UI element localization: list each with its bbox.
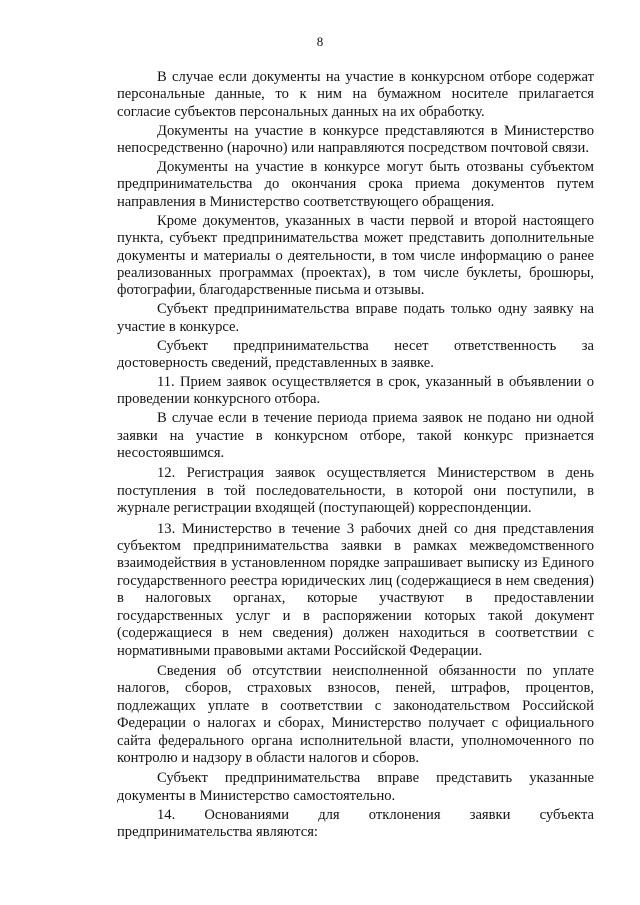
paragraph-contest-failed: В случае если в течение периода приема заявок не подано ни одной заявки на участие в конкурсном отборе, такой конкурс признается несостоявшимся. <box>117 410 594 462</box>
paragraph-responsibility: Субъект предпринимательства несет ответственность за достоверность сведений, представленных в заявке. <box>117 337 594 371</box>
paragraph-additional-documents: Кроме документов, указанных в части первой и второй настоящего пункта, субъект предпринимательства может представить дополнительные документы и материалы о деятельности, в том числе информацию о ранее реализованных программах (проектах), в том числе буклеты, брошюры, фотографии, благодарственные письма и отзывы. <box>117 212 594 299</box>
paragraph-tax-information: Сведения об отсутствии неисполненной обязанности по уплате налогов, сборов, страховых взносов, пеней, штрафов, процентов, подлежащих уплате в соответствии с законодательством Российской Федерации о налогах и сборах, Министерство получает с официального сайта федерального органа исполнительной власти, уполномоченного по контролю и надзору в области налогов и сборов. <box>117 662 594 766</box>
paragraph-clause-12: 12. Регистрация заявок осуществляется Министерством в день поступления в той последовательности, в которой они поступили, в журнале регистрации входящей (поступающей) корреспонденции. <box>117 465 594 517</box>
paragraph-clause-14: 14. Основаниями для отклонения заявки субъекта предпринимательства являются: <box>117 806 594 841</box>
paragraph-clause-11: 11. Прием заявок осуществляется в срок, указанный в объявлении о проведении конкурсного отбора. <box>117 373 594 408</box>
paragraph-self-submission: Субъект предпринимательства вправе представить указанные документы в Министерство самостоятельно. <box>117 770 594 804</box>
paragraph-clause-13: 13. Министерство в течение 3 рабочих дней со дня представления субъектом предпринимательства заявки в рамках межведомственного взаимодействия в установленном порядке запрашивает выписку из Единого государственного реестра юридических лиц (содержащиеся в нем сведения) в налоговых органах, которые участвуют в предоставлении государственных услуг и в распоряжении которых такой документ (содержащиеся в нем сведения) должен находиться в соответствии с нормативными правовыми актами Российской Федерации. <box>117 520 594 659</box>
page-number: 8 <box>316 34 324 49</box>
paragraph-single-application: Субъект предпринимательства вправе подать только одну заявку на участие в конкурсе. <box>117 301 594 335</box>
document-body <box>117 69 594 841</box>
paragraph-submission-method: Документы на участие в конкурсе представляются в Министерство непосредственно (нарочно) или направляются посредством почтовой связи. <box>117 122 594 157</box>
paragraph-personal-data-consent: В случае если документы на участие в конкурсном отборе содержат персональные данные, то к ним на бумажном носителе прилагается согласие субъектов персональных данных на их обработку. <box>117 69 594 120</box>
paragraph-document-withdrawal: Документы на участие в конкурсе могут быть отозваны субъектом предпринимательства до окончания срока приема документов путем направления в Министерство соответствующего обращения. <box>117 159 594 210</box>
